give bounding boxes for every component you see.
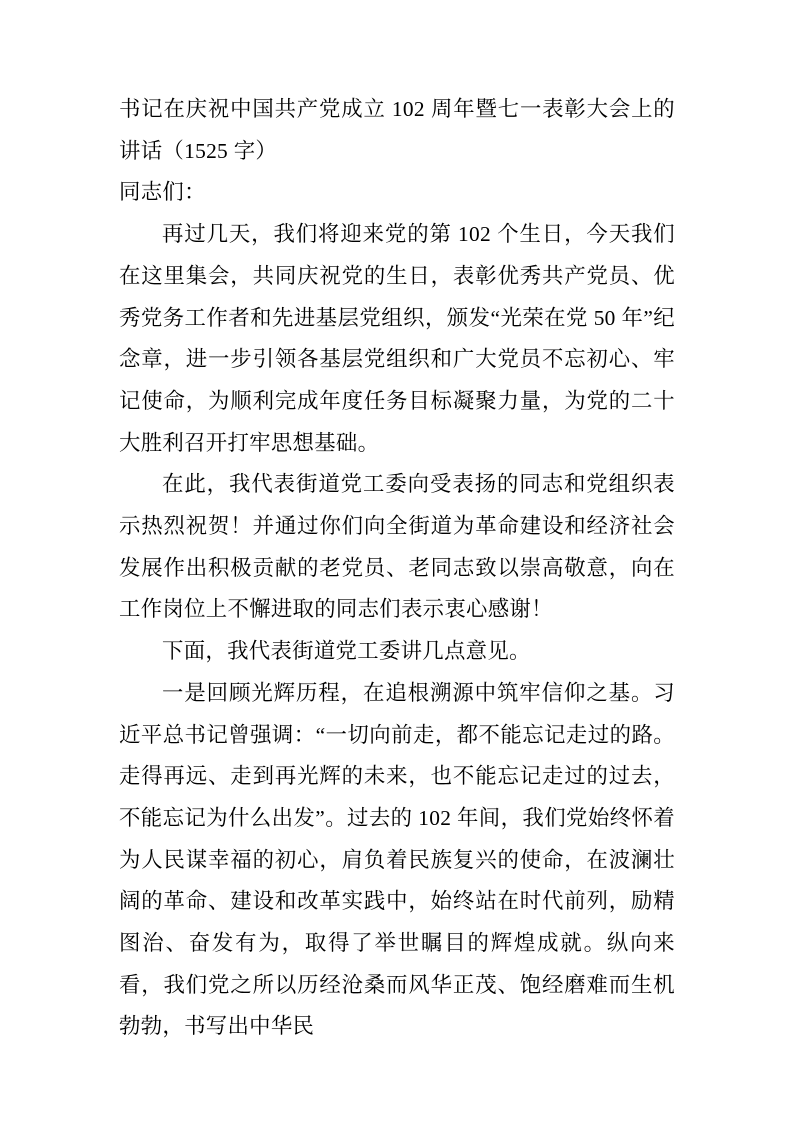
paragraph-transition: 下面，我代表街道党工委讲几点意见。 <box>162 639 531 664</box>
paragraph-congratulations: 在此，我代表街道党工委向受表扬的同志和党组织表示热烈祝贺！并通过你们向全街道为革命建设和经济社会发展作出积极贡献的老党员、老同志致以崇高敬意，向在工作岗位上不懈进取的同志们表示衷心感谢！ <box>119 472 675 622</box>
paragraph-opening: 再过几天，我们将迎来党的第 102 个生日，今天我们在这里集会，共同庆祝党的生日，表彰优秀共产党员、优秀党务工作者和先进基层党组织，颁发“光荣在党 50 年”纪念章，进一步引领各基层党组织和广大党员不忘初心、牢记使命，为顺利完成年度任务目标凝聚力量，为党的二十大胜利召开打牢思想基础。 <box>119 222 675 455</box>
paragraph-point-one: 一是回顾光辉历程，在追根溯源中筑牢信仰之基。习近平总书记曾强调：“一切向前走，都不能忘记走过的路。走得再远、走到再光辉的未来，也不能忘记走过的过去，不能忘记为什么出发”。过去的 102 年间，我们党始终怀着为人民谋幸福的初心，肩负着民族复兴的使命，在波澜壮阔的革命、建设和改革实践中，始终站在时代前列，励精图治、奋发有为，取得了举世瞩目的辉煌成就。纵向来看，我们党之所以历经沧桑而风华正茂、饱经磨难而生机勃勃，书写出中华民 <box>119 680 675 1039</box>
document-title: 书记在庆祝中国共产党成立 102 周年暨七一表彰大会上的讲话（1525 字） <box>119 97 675 163</box>
paragraph-salutation: 同志们： <box>119 180 206 205</box>
